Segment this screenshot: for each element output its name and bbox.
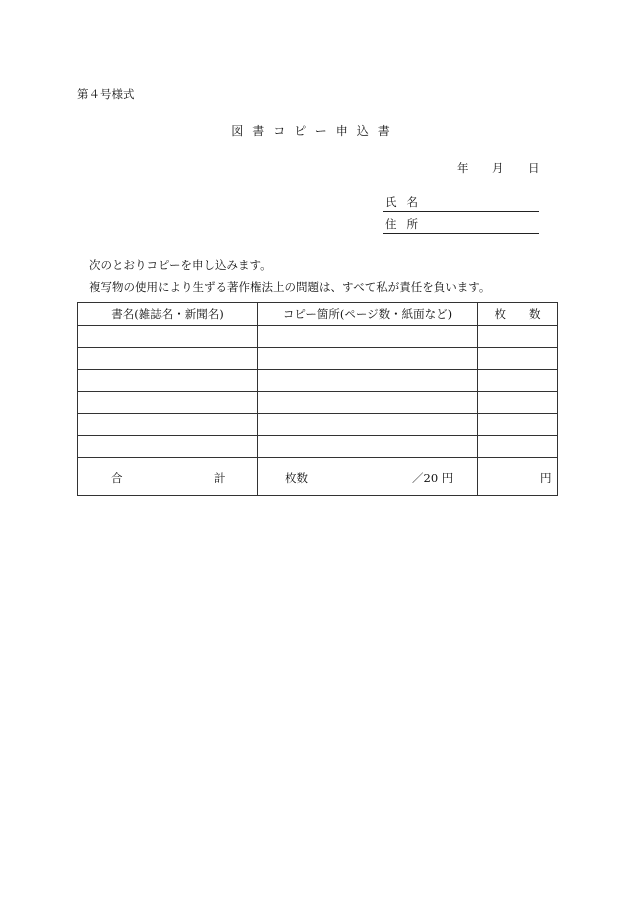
page-title: 図書コピー申込書 bbox=[231, 124, 399, 138]
table-row bbox=[78, 326, 558, 348]
form-number: 第４号様式 bbox=[77, 87, 135, 101]
table-row bbox=[78, 370, 558, 392]
title-cell[interactable] bbox=[78, 348, 258, 370]
column-header-sheets: 枚 数 bbox=[478, 303, 558, 326]
name-field-line[interactable] bbox=[383, 197, 539, 212]
table-row bbox=[78, 348, 558, 370]
pages-cell[interactable] bbox=[258, 392, 478, 414]
title-cell[interactable] bbox=[78, 436, 258, 458]
sheets-cell[interactable] bbox=[478, 326, 558, 348]
total-label-right: 計 bbox=[214, 471, 226, 485]
sheets-count-label: 枚数 bbox=[285, 471, 308, 485]
pages-cell[interactable] bbox=[258, 436, 478, 458]
table-row bbox=[78, 414, 558, 436]
pages-cell[interactable] bbox=[258, 348, 478, 370]
total-row bbox=[78, 458, 558, 496]
unit-price-label: ／20 円 bbox=[412, 471, 454, 485]
pages-cell[interactable] bbox=[258, 370, 478, 392]
title-cell[interactable] bbox=[78, 392, 258, 414]
intro-line-2: 複写物の使用により生ずる著作権法上の問題は、すべて私が責任を負います。 bbox=[89, 280, 491, 294]
month-label: 月 bbox=[492, 161, 504, 175]
intro-line-1: 次のとおりコピーを申し込みます。 bbox=[89, 258, 272, 272]
total-label-cell bbox=[78, 458, 258, 496]
pages-cell[interactable] bbox=[258, 326, 478, 348]
table-row bbox=[78, 392, 558, 414]
total-sheets-cell[interactable] bbox=[258, 458, 478, 496]
name-label: 氏名 bbox=[385, 195, 428, 209]
title-cell[interactable] bbox=[78, 370, 258, 392]
day-label: 日 bbox=[528, 161, 540, 175]
title-cell[interactable] bbox=[78, 326, 258, 348]
table-header-row bbox=[78, 303, 558, 326]
table-row bbox=[78, 436, 558, 458]
copy-request-table bbox=[77, 302, 558, 496]
sheets-cell[interactable] bbox=[478, 392, 558, 414]
total-amount-cell[interactable] bbox=[478, 458, 558, 496]
sheets-cell[interactable] bbox=[478, 348, 558, 370]
sheets-cell[interactable] bbox=[478, 436, 558, 458]
title-cell[interactable] bbox=[78, 414, 258, 436]
address-label: 住所 bbox=[385, 217, 428, 231]
total-label-left: 合 bbox=[111, 471, 123, 485]
year-label: 年 bbox=[457, 161, 469, 175]
pages-cell[interactable] bbox=[258, 414, 478, 436]
column-header-pages: コピー箇所(ページ数・紙面など) bbox=[258, 303, 478, 326]
sheets-cell[interactable] bbox=[478, 370, 558, 392]
column-header-title: 書名(雑誌名・新聞名) bbox=[78, 303, 258, 326]
address-field-line[interactable] bbox=[383, 219, 539, 234]
yen-label: 円 bbox=[540, 471, 552, 485]
sheets-cell[interactable] bbox=[478, 414, 558, 436]
